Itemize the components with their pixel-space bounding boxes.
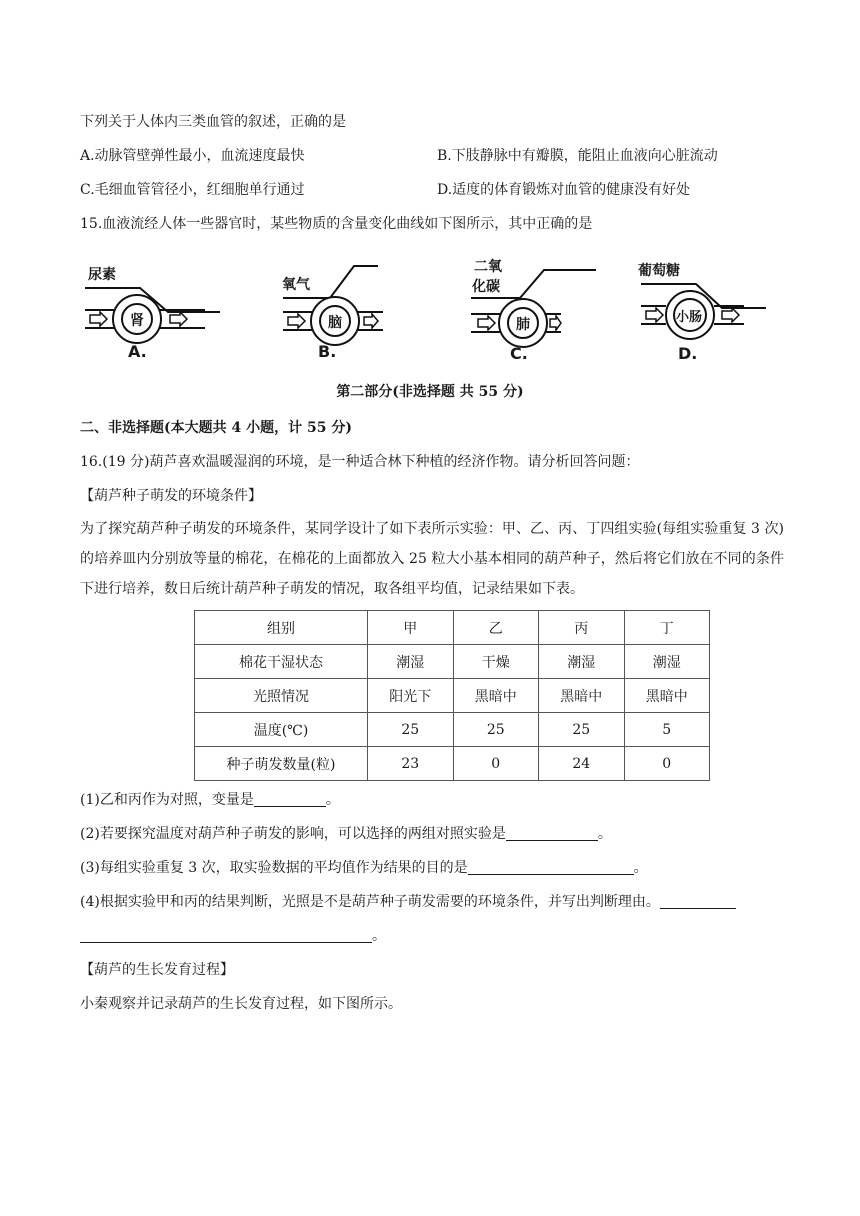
figure-a bbox=[80, 250, 250, 370]
table-cell: 0 bbox=[624, 747, 710, 781]
q16-intro: 16.(19 分)葫芦喜欢温暖湿润的环境，是一种适合林下种植的经济作物。请分析回答问题： bbox=[80, 454, 640, 470]
q16-sub4-answer-blank-1[interactable] bbox=[660, 892, 736, 909]
figure-b-substance: 氧气 bbox=[282, 277, 310, 293]
q16-sub2 bbox=[80, 824, 612, 844]
q14-option-c: C.毛细血管管径小，红细胞单行通过 bbox=[80, 182, 305, 198]
table-header-cell: 乙 bbox=[453, 611, 539, 645]
table-header-cell: 甲 bbox=[368, 611, 454, 645]
table-cell: 25 bbox=[453, 713, 539, 747]
figure-c-curve bbox=[466, 250, 636, 370]
table-cell: 种子萌发数量(粒) bbox=[195, 747, 368, 781]
q16-sub3 bbox=[80, 858, 648, 878]
q16-closing: 小秦观察并记录葫芦的生长发育过程，如下图所示。 bbox=[80, 996, 402, 1012]
q16-sub3-end: 。 bbox=[633, 860, 648, 876]
table-cell: 25 bbox=[368, 713, 454, 747]
q16-sub4-end: 。 bbox=[372, 928, 386, 944]
q16-sub4-answer-blank-2[interactable] bbox=[80, 926, 372, 943]
q14-stem: 下列关于人体内三类血管的叙述，正确的是 bbox=[80, 114, 346, 130]
figure-d bbox=[636, 250, 806, 370]
part2-title: 第二部分(非选择题 共 55 分) bbox=[336, 384, 524, 400]
table-cell: 潮湿 bbox=[368, 645, 454, 679]
q16-sub1-text: (1)乙和丙作为对照，变量是 bbox=[80, 792, 254, 808]
table-header-row bbox=[195, 611, 710, 645]
table-cell: 5 bbox=[624, 713, 710, 747]
section2-title: 二、非选择题(本大题共 4 小题，计 55 分) bbox=[80, 420, 352, 436]
q14-option-b: B.下肢静脉中有瓣膜，能阻止血液向心脏流动 bbox=[437, 148, 718, 164]
q16-heading-growth: 【葫芦的生长发育过程】 bbox=[80, 962, 234, 978]
table-header-cell: 丙 bbox=[539, 611, 625, 645]
table-cell: 24 bbox=[539, 747, 625, 781]
table-row bbox=[195, 747, 710, 781]
q15-stem: 15.血液流经人体一些器官时，某些物质的含量变化曲线如下图所示，其中正确的是 bbox=[80, 216, 593, 232]
q16-sub1-answer-blank[interactable] bbox=[254, 790, 326, 807]
figure-b-letter: B. bbox=[318, 342, 337, 361]
figure-a-substance: 尿素 bbox=[88, 267, 116, 283]
figure-a-organ: 肾 bbox=[130, 313, 144, 329]
figure-c-substance-line2: 化碳 bbox=[472, 279, 500, 295]
table-cell: 阳光下 bbox=[368, 679, 454, 713]
q16-sub1 bbox=[80, 790, 340, 810]
q16-sub3-answer-blank[interactable] bbox=[468, 858, 634, 875]
q16-paragraph: 为了探究葫芦种子萌发的环境条件，某同学设计了如下表所示实验：甲、乙、丙、丁四组实验(每组实验重复 3 次)的培养皿内分别放等量的棉花，在棉花的上面都放入 25 粒大小基本相同的葫芦种子，然后将它们放在不同的条件下进行培养，数日后统计葫芦种子萌发的情况，取各组平均值，记录结果如下表。 bbox=[80, 521, 784, 597]
q14-option-a: A.动脉管壁弹性最小，血流速度最快 bbox=[80, 148, 305, 164]
figure-c-organ: 肺 bbox=[516, 317, 530, 333]
table-header-cell: 组别 bbox=[195, 611, 368, 645]
q16-heading-germination: 【葫芦种子萌发的环境条件】 bbox=[80, 488, 262, 504]
table-cell: 棉花干湿状态 bbox=[195, 645, 368, 679]
q16-sub2-end: 。 bbox=[597, 826, 612, 842]
table-cell: 干燥 bbox=[453, 645, 539, 679]
q14-option-d: D.适度的体育锻炼对血管的健康没有好处 bbox=[437, 182, 691, 198]
figure-a-letter: A. bbox=[128, 342, 147, 361]
table-cell: 温度(℃) bbox=[195, 713, 368, 747]
table-row bbox=[195, 679, 710, 713]
germination-table bbox=[194, 610, 710, 781]
figure-a-curve bbox=[80, 250, 250, 370]
figure-d-letter: D. bbox=[678, 344, 698, 363]
q16-sub2-text: (2)若要探究温度对葫芦种子萌发的影响，可以选择的两组对照实验是 bbox=[80, 826, 506, 842]
q16-sub4 bbox=[80, 892, 736, 912]
figure-c-substance-line1: 二氧 bbox=[474, 259, 502, 275]
table-row bbox=[195, 713, 710, 747]
table-row bbox=[195, 645, 710, 679]
figure-d-organ: 小肠 bbox=[676, 310, 703, 325]
table-cell: 光照情况 bbox=[195, 679, 368, 713]
table-cell: 25 bbox=[539, 713, 625, 747]
table-header-cell: 丁 bbox=[624, 611, 710, 645]
table-cell: 潮湿 bbox=[624, 645, 710, 679]
figure-b bbox=[278, 250, 448, 370]
figure-b-curve bbox=[278, 250, 448, 370]
figure-b-organ: 脑 bbox=[328, 315, 342, 331]
figure-d-curve bbox=[636, 250, 806, 370]
table-cell: 黑暗中 bbox=[453, 679, 539, 713]
q16-sub4-continued bbox=[80, 926, 386, 946]
table-cell: 23 bbox=[368, 747, 454, 781]
figure-c-letter: C. bbox=[510, 344, 528, 363]
figure-c bbox=[466, 250, 636, 370]
table-cell: 黑暗中 bbox=[624, 679, 710, 713]
q16-sub4-text: (4)根据实验甲和丙的结果判断，光照是不是葫芦种子萌发需要的环境条件，并写出判断理由。 bbox=[80, 894, 660, 910]
q16-sub2-answer-blank[interactable] bbox=[506, 824, 598, 841]
table-cell: 黑暗中 bbox=[539, 679, 625, 713]
figure-d-substance: 葡萄糖 bbox=[638, 263, 680, 279]
q16-sub3-text: (3)每组实验重复 3 次，取实验数据的平均值作为结果的目的是 bbox=[80, 860, 468, 876]
table-cell: 0 bbox=[453, 747, 539, 781]
q16-sub1-end: 。 bbox=[325, 792, 340, 808]
table-cell: 潮湿 bbox=[539, 645, 625, 679]
